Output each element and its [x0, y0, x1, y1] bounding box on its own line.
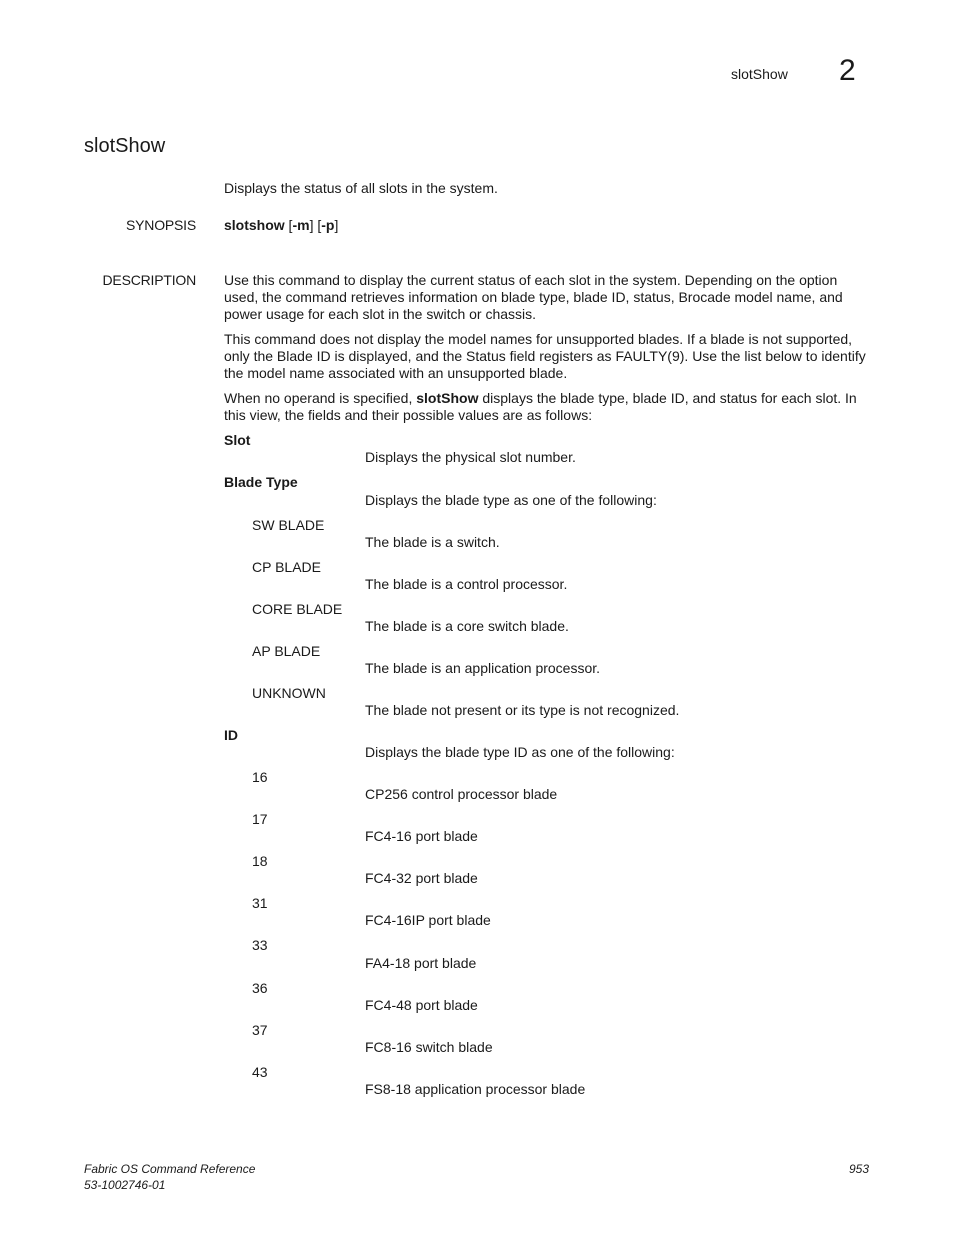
description-paragraph: This command does not display the model names for unsupported blades. If a blade is not supported, only the Blade ID is displayed, and the Status field registers as FAULTY(9). Use the list below to identify the model name associated with an unsupported blade. [224, 331, 866, 381]
id-value: 31 [252, 895, 268, 911]
id-value-def: FA4-18 port blade [365, 955, 477, 971]
footer-doc-title: Fabric OS Command Reference [84, 1162, 256, 1176]
desc-text: When no operand is specified, [224, 390, 417, 406]
id-value-def: FC4-16 port blade [365, 828, 478, 844]
id-value-def: FC4-48 port blade [365, 997, 478, 1013]
page-title: slotShow [84, 135, 166, 157]
field-def-blade-type: Displays the blade type as one of the following: [365, 492, 657, 508]
description-label: DESCRIPTION [102, 272, 196, 288]
synopsis-label: SYNOPSIS [126, 217, 196, 233]
desc-cmd-name: slotShow [416, 390, 479, 406]
id-value: 37 [252, 1022, 268, 1038]
blade-type-value: CORE BLADE [252, 601, 343, 617]
field-term-id: ID [224, 727, 238, 743]
desc-text: displays the blade type, blade ID, and status for each slot. In this view, the fields and their possible values are as follows: [224, 390, 857, 423]
footer-doc-number: 53-1002746-01 [84, 1178, 166, 1192]
synopsis-opt-m: -m [292, 217, 310, 233]
id-value: 33 [252, 937, 268, 953]
field-term-blade-type: Blade Type [224, 474, 298, 490]
blade-type-value: CP BLADE [252, 559, 321, 575]
id-value: 17 [252, 811, 268, 827]
synopsis-punct: ] [ [309, 217, 322, 233]
synopsis-punct: ] [334, 217, 339, 233]
description-paragraph [224, 390, 874, 424]
footer-page-number: 953 [849, 1162, 870, 1176]
id-value: 18 [252, 853, 268, 869]
id-value: 36 [252, 980, 268, 996]
id-value-def: FS8-18 application processor blade [365, 1081, 586, 1097]
id-value-def: FC4-32 port blade [365, 870, 478, 886]
id-value-def: FC8-16 switch blade [365, 1039, 493, 1055]
field-term-slot: Slot [224, 432, 251, 448]
synopsis-opt-p: -p [321, 217, 335, 233]
id-value: 16 [252, 769, 268, 785]
description-paragraph: Use this command to display the current status of each slot in the system. Depending on the option used, the command retrieves information on blade type, blade ID, status, Brocade model name, and power usage for each slot in the switch or chassis. [224, 272, 843, 322]
blade-type-value-def: The blade is a control processor. [365, 576, 568, 592]
field-def-id: Displays the blade type ID as one of the following: [365, 744, 675, 760]
id-value-def: CP256 control processor blade [365, 786, 558, 802]
blade-type-value: UNKNOWN [252, 685, 326, 701]
id-value: 43 [252, 1064, 268, 1080]
blade-type-value-def: The blade is a switch. [365, 534, 500, 550]
blade-type-value-def: The blade is an application processor. [365, 660, 601, 676]
intro-text: Displays the status of all slots in the system. [224, 180, 498, 196]
field-def-slot: Displays the physical slot number. [365, 449, 576, 465]
synopsis-punct: [ [284, 217, 293, 233]
blade-type-value: AP BLADE [252, 643, 321, 659]
synopsis-command [224, 217, 338, 234]
chapter-number: 2 [839, 54, 856, 87]
blade-type-value-def: The blade not present or its type is not recognized. [365, 702, 680, 718]
id-value-def: FC4-16IP port blade [365, 912, 491, 928]
blade-type-value: SW BLADE [252, 517, 325, 533]
blade-type-value-def: The blade is a core switch blade. [365, 618, 569, 634]
running-header-title: slotShow [731, 66, 788, 82]
synopsis-cmd: slotshow [224, 217, 285, 233]
